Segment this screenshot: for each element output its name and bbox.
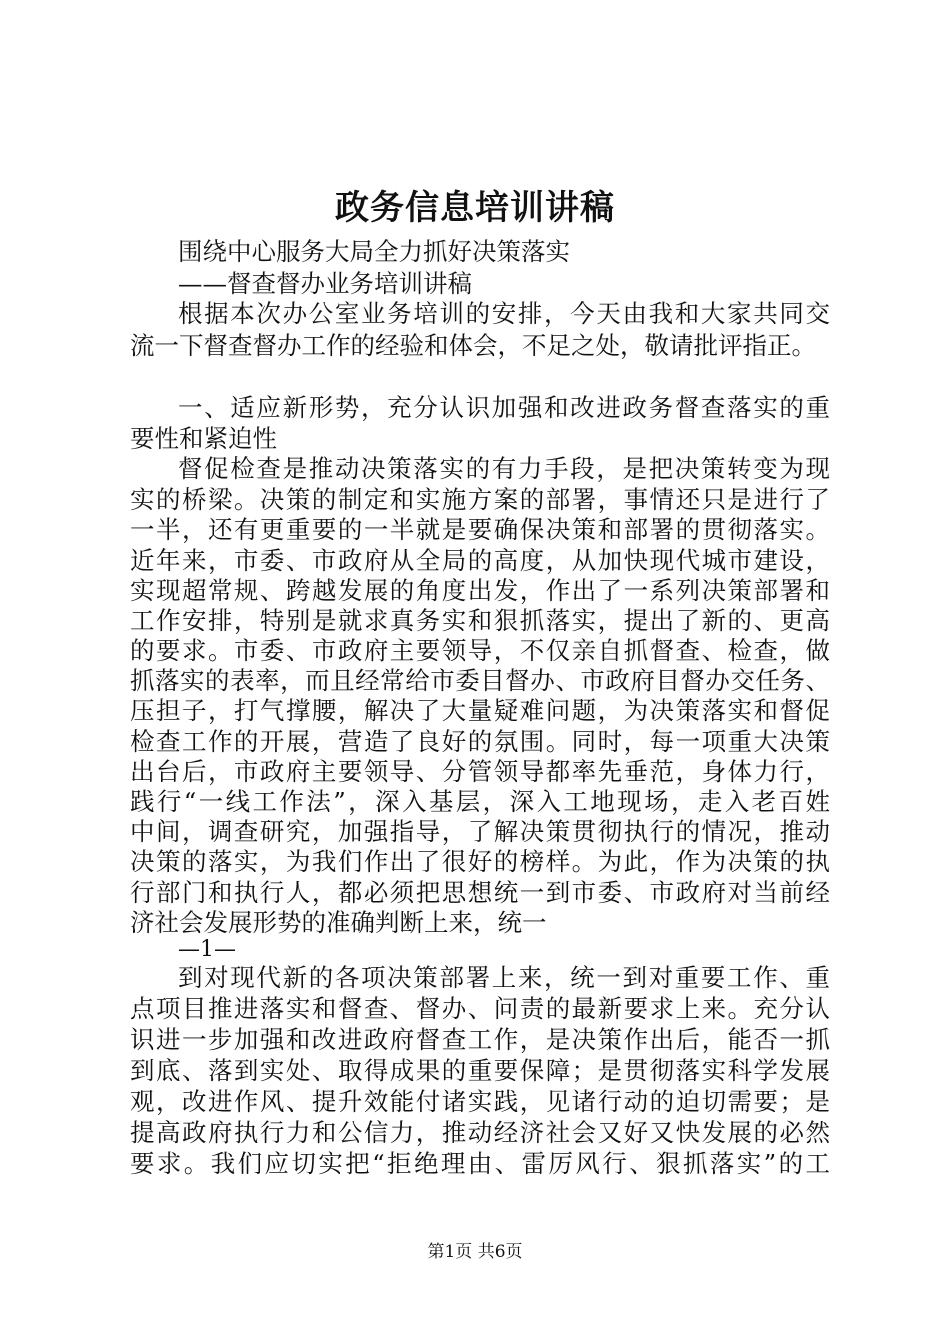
paragraph-line: 一半，还有更重要的一半就是要确保决策和部署的贯彻落实。: [130, 515, 830, 544]
intro-line: 根据本次办公室业务培训的安排，今天由我和大家共同交: [178, 299, 830, 328]
paragraph-line: 实的桥梁。决策的制定和实施方案的部署，事情还只是进行了: [130, 485, 830, 514]
paragraph-line: 的要求。市委、市政府主要领导，不仅亲自抓督查、检查，做: [130, 636, 830, 665]
paragraph-line: 点项目推进落实和督查、督办、问责的最新要求上来。充分认: [130, 994, 830, 1023]
paragraph-line: 督促检查是推动决策落实的有力手段，是把决策转变为现: [178, 454, 830, 483]
paragraph-line: 践行“一线工作法”，深入基层，深入工地现场，走入老百姓: [130, 787, 830, 816]
section-heading-line: 一、适应新形势，充分认识加强和改进政务督查落实的重: [178, 393, 830, 422]
paragraph-line: 近年来，市委、市政府从全局的高度，从加快现代城市建设，: [130, 546, 830, 575]
document-title: 政务信息培训讲稿: [335, 188, 615, 228]
paragraph-line: 检查工作的开展，营造了良好的氛围。同时，每一项重大决策: [130, 727, 830, 756]
paragraph-line: 济社会发展形势的准确判断上来，统一: [130, 908, 547, 937]
paragraph-line: 实现超常规、跨越发展的角度出发，作出了一系列决策部署和: [130, 576, 830, 605]
section-heading-line: 要性和紧迫性: [130, 424, 277, 453]
paragraph-line: 要求。我们应切实把“拒绝理由、雷厉风行、狠抓落实”的工: [130, 1149, 830, 1178]
paragraph-line: 中间，调查研究，加强指导，了解决策贯彻执行的情况，推动: [130, 817, 830, 846]
paragraph-line: 压担子，打气撑腰，解决了大量疑难问题，为决策落实和督促: [130, 696, 830, 725]
page-footer: 第1页 共6页: [427, 1242, 523, 1262]
subtitle-line-1: 围绕中心服务大局全力抓好决策落实: [178, 237, 570, 266]
intro-line: 流一下督查督办工作的经验和体会，不足之处，敬请批评指正。: [130, 331, 816, 360]
paragraph-line: 到对现代新的各项决策部署上来，统一到对重要工作、重: [178, 963, 830, 992]
paragraph-line: 出台后，市政府主要领导、分管领导都率先垂范，身体力行，: [130, 757, 830, 786]
paragraph-line: 到底、落到实处、取得成果的重要保障；是贯彻落实科学发展: [130, 1056, 830, 1085]
paragraph-line: 行部门和执行人，都必须把思想统一到市委、市政府对当前经: [130, 878, 830, 907]
inline-page-marker: —1—: [178, 937, 236, 962]
paragraph-line: 工作安排，特别是就求真务实和狠抓落实，提出了新的、更高: [130, 606, 830, 635]
paragraph-line: 决策的落实，为我们作出了很好的榜样。为此，作为决策的执: [130, 847, 830, 876]
subtitle-line-2: ——督查督办业务培训讲稿: [178, 269, 472, 298]
paragraph-line: 观，改进作风、提升效能付诸实践，见诸行动的迫切需要；是: [130, 1087, 830, 1116]
paragraph-line: 提高政府执行力和公信力，推动经济社会又好又快发展的必然: [130, 1118, 830, 1147]
paragraph-line: 抓落实的表率，而且经常给市委目督办、市政府目督办交任务、: [130, 666, 830, 695]
paragraph-line: 识进一步加强和改进政府督查工作，是决策作出后，能否一抓: [130, 1025, 830, 1054]
